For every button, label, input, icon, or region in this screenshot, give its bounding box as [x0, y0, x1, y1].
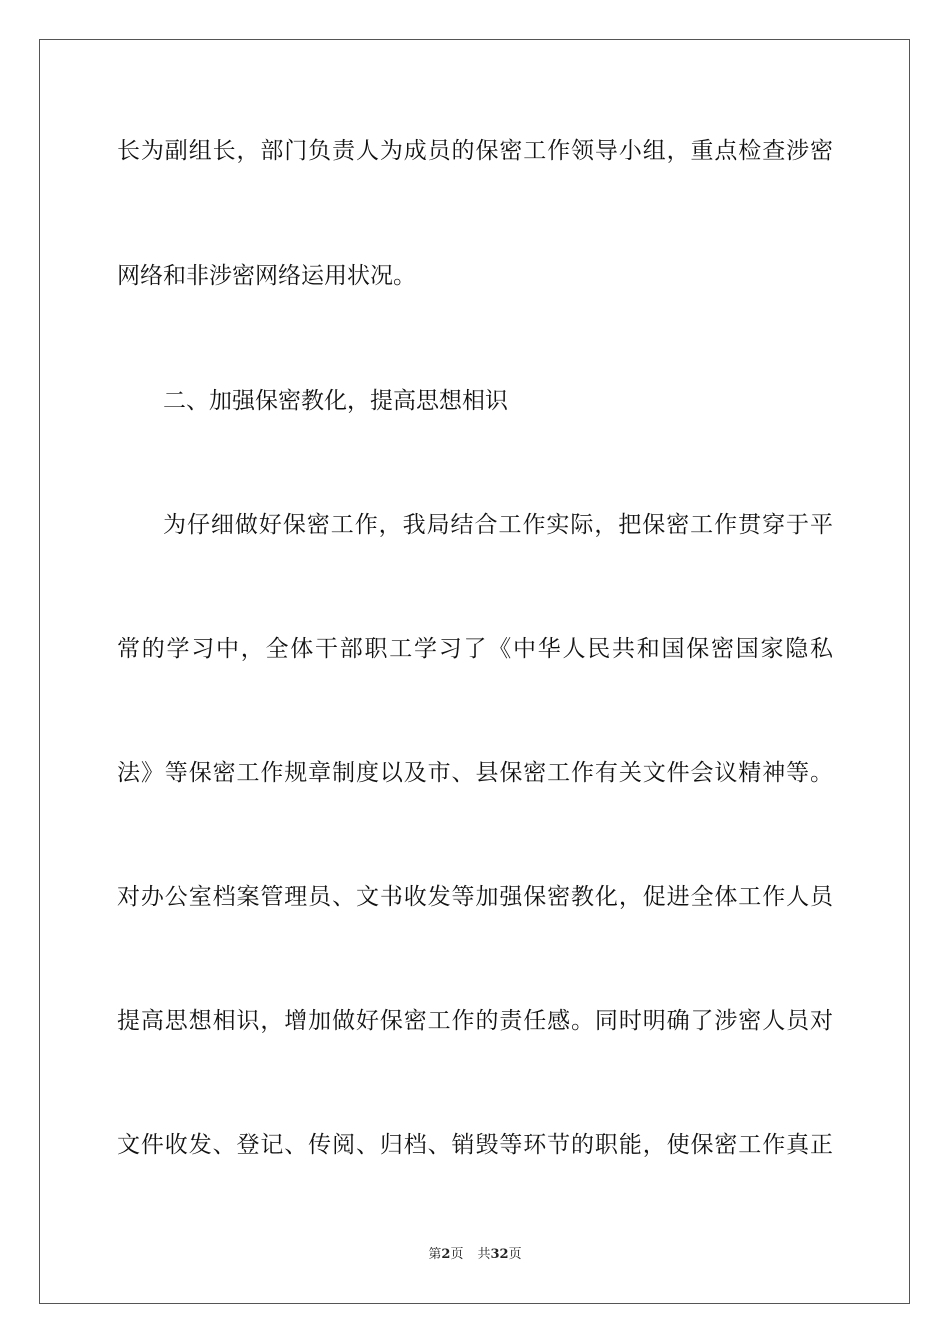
- body-line-6: 法》等保密工作规章制度以及市、县保密工作有关文件会议精神等。: [117, 760, 833, 786]
- footer-total-pages: 32: [490, 1247, 509, 1262]
- footer-page-suffix: 页: [450, 1247, 464, 1262]
- body-line-4: 为仔细做好保密工作，我局结合工作实际，把保密工作贯穿于平: [163, 512, 833, 538]
- footer-total-suffix: 页: [508, 1247, 522, 1262]
- body-line-8: 提高思想相识，增加做好保密工作的责任感。同时明确了涉密人员对: [117, 1008, 833, 1034]
- body-line-9: 文件收发、登记、传阅、归档、销毁等环节的职能，使保密工作真正: [117, 1132, 833, 1158]
- footer-page-prefix: 第: [428, 1247, 442, 1262]
- body-line-1: 长为副组长，部门负责人为成员的保密工作领导小组，重点检查涉密: [117, 138, 833, 164]
- page-footer: [0, 1246, 950, 1264]
- body-line-5: 常的学习中，全体干部职工学习了《中华人民共和国保密国家隐私: [117, 636, 833, 662]
- footer-page-number: 2: [441, 1247, 451, 1262]
- section-heading: 二、加强保密教化，提高思想相识: [163, 388, 508, 414]
- footer-total-prefix: 共: [477, 1247, 491, 1262]
- body-line-2: 网络和非涉密网络运用状况。: [117, 263, 416, 289]
- body-line-7: 对办公室档案管理员、文书收发等加强保密教化，促进全体工作人员: [117, 884, 833, 910]
- page-border: [39, 39, 910, 1304]
